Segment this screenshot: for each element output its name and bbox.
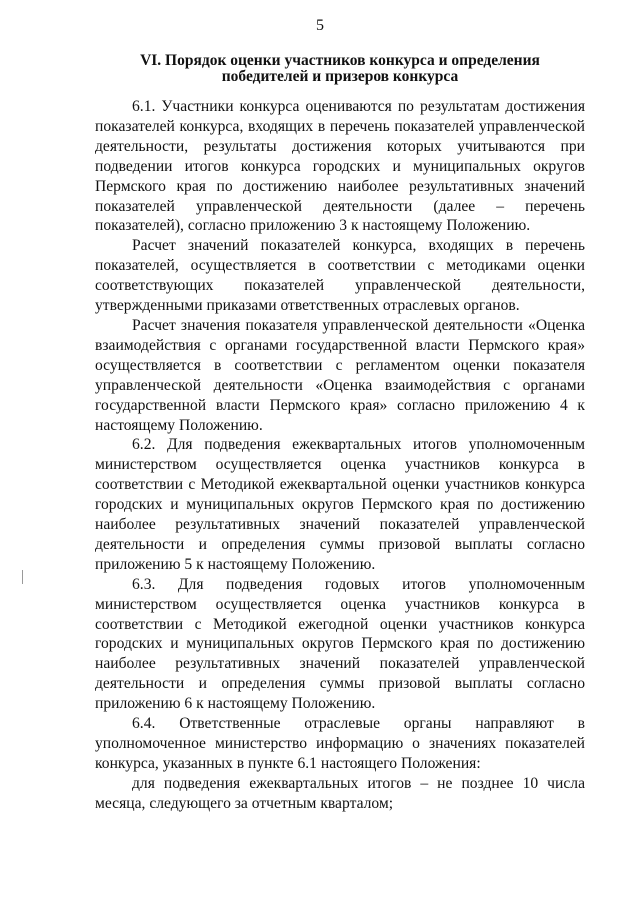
section-title bbox=[95, 53, 585, 85]
paragraph-6-4: 6.4. Ответственные отраслевые органы направляют в уполномоченное министерство информацию о значениях показателей конкурса, указанных в пункте 6.1 настоящего Положения: bbox=[95, 715, 585, 772]
paragraph-6-2: 6.2. Для подведения ежеквартальных итогов уполномоченным министерством осуществляется оценка участников конкурса в соответствии с Методикой ежеквартальной оценки участников конкурса городских и муниципальных округов Пермского края по достижению наиболее результативных значений показателей управленческой деятельности и определения суммы призовой выплаты согласно приложению 5 к настоящему Положению. bbox=[95, 436, 585, 573]
document-body bbox=[95, 97, 585, 814]
paragraph-calculation-methods: Расчет значений показателей конкурса, входящих в перечень показателей, осуществляется в соответствии с методиками оценки соответствующих показателей управленческой деятельности, утвержденными приказами ответственных отраслевых органов. bbox=[95, 237, 585, 315]
paragraph-interaction-assessment: Расчет значения показателя управленческой деятельности «Оценка взаимодействия с органами государственной власти Пермского края» осуществляется в соответствии с регламентом оценки показателя управленческой деятельности «Оценка взаимодействия с органами государственной власти Пермского края» согласно приложению 4 к настоящему Положению. bbox=[95, 316, 585, 434]
section-title-line-2: победителей и призеров конкурса bbox=[221, 68, 459, 85]
paragraph-6-1: 6.1. Участники конкурса оцениваются по результатам достижения показателей конкурса, входящих в перечень показателей управленческой деятельности, результаты достижения которых учитываются при подведении итогов конкурса городских и муниципальных округов Пермского края по достижению наиболее результативных значений показателей управленческой деятельности (далее – перечень показателей), согласно приложению 3 к настоящему Положению. bbox=[95, 98, 585, 235]
page-number: 5 bbox=[316, 17, 324, 34]
margin-mark bbox=[22, 570, 23, 584]
section-title-line-1: VI. Порядок оценки участников конкурса и определения bbox=[140, 52, 540, 69]
paragraph-6-3: 6.3. Для подведения годовых итогов уполномоченным министерством осуществляется оценка участников конкурса в соответствии с Методикой ежегодной оценки участников конкурса городских и муниципальных округов Пермского края по достижению наиболее результативных значений показателей управленческой деятельности и определения суммы призовой выплаты согласно приложению 6 к настоящему Положению. bbox=[95, 575, 585, 713]
paragraph-quarterly-deadline: для подведения ежеквартальных итогов – не позднее 10 числа месяца, следующего за отчетным кварталом; bbox=[95, 774, 585, 812]
